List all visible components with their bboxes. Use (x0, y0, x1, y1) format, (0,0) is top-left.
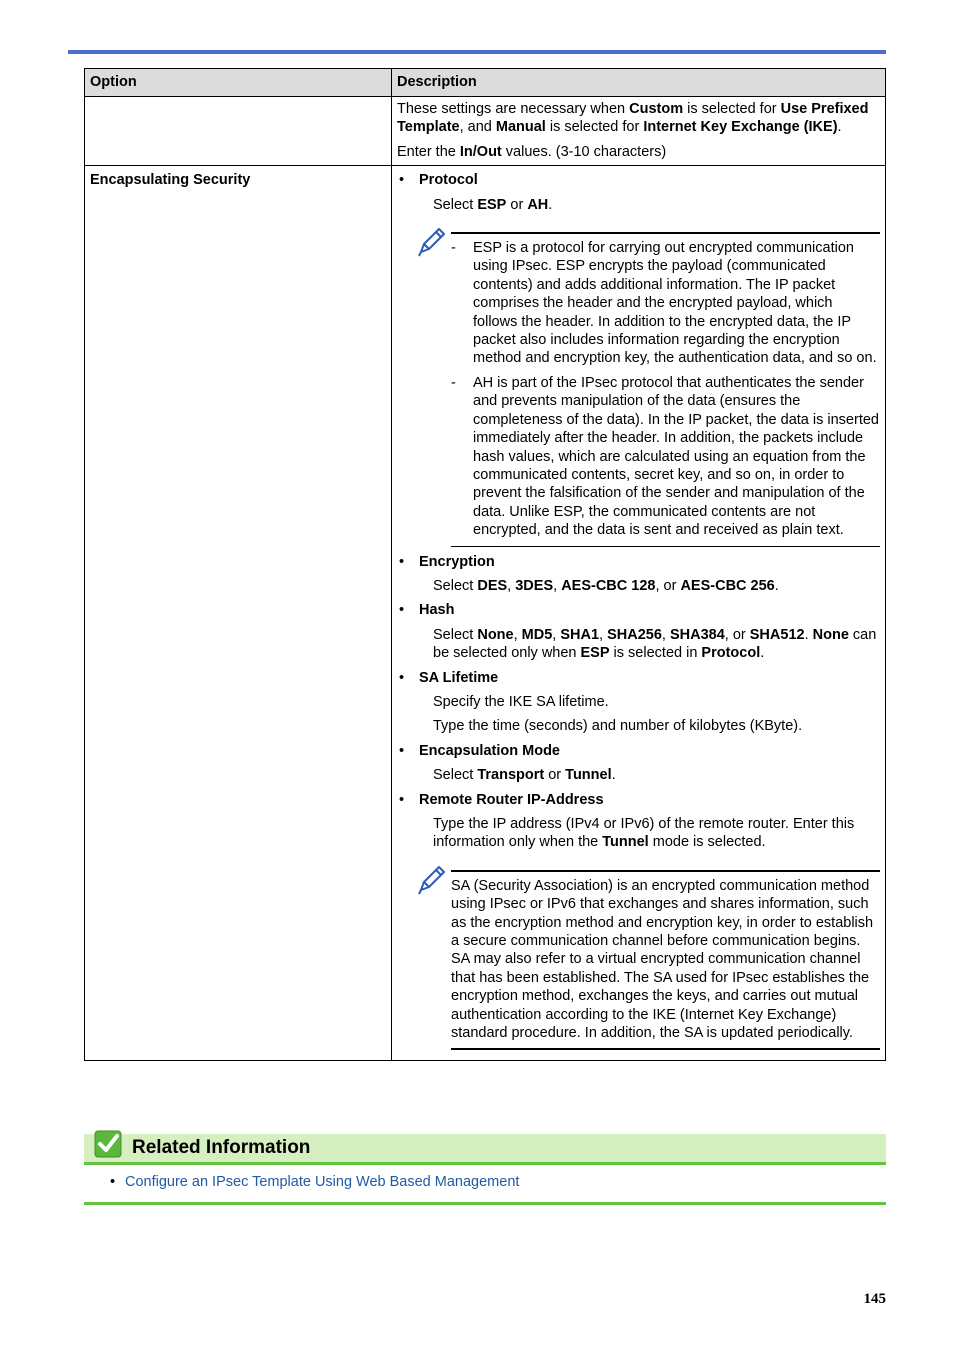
top-rule (68, 50, 886, 54)
sa-lifetime-text-2: Type the time (seconds) and number of kilobytes (KByte). (433, 718, 803, 735)
table-row (85, 97, 886, 166)
pencil-note-icon (415, 864, 447, 896)
protocol-note (451, 232, 880, 547)
ah-note: - AH is part of the IPsec protocol that authenticates the sender and prevents manipulation of the data (ensures the completeness of the data). In the IP packet, the data is inserted immediately after the header. In addition, the packets include hash values, which are calculated using an equation from the communicated contents, secret key, and so on, in order to prevent the falsification of the sender and manipulation of the data. Unlike ESP, the communicated contents are not encrypted, and the data is sent and received as plain text. (451, 374, 879, 539)
encryption-item: • Encryption (399, 553, 495, 570)
encapsulation-mode-item: • Encapsulation Mode (399, 742, 560, 759)
row1-paragraph-2: Enter the In/Out values. (3-10 characters) (397, 143, 667, 160)
related-information-header (84, 1134, 886, 1165)
row2-description (392, 166, 886, 1061)
table-row (85, 166, 886, 1061)
sa-lifetime-item: • SA Lifetime (399, 669, 499, 686)
header-description: Description (392, 69, 886, 97)
checkmark-icon (94, 1130, 122, 1158)
remote-router-text: Type the IP address (IPv4 or IPv6) of the remote router. Enter this information only when the Tunnel mode is selected. (433, 816, 855, 851)
row1-option (85, 97, 392, 166)
row1-paragraph-1: These settings are necessary when Custom is selected for Use Prefixed Template, and Manual is selected for Internet Key Exchange (IKE). (397, 101, 869, 136)
related-link[interactable]: Configure an IPsec Template Using Web Based Management (125, 1174, 520, 1190)
remote-router-item: • Remote Router IP-Address (399, 791, 604, 808)
related-information-title: Related Information (132, 1137, 311, 1158)
encryption-text: Select DES, 3DES, AES-CBC 128, or AES-CBC 256. (433, 577, 779, 594)
encapsulating-security-label: Encapsulating Security (90, 172, 251, 189)
page-number: 145 (863, 1291, 886, 1307)
header-option: Option (85, 69, 392, 97)
options-table (84, 68, 886, 1061)
table-header-row (85, 69, 886, 97)
row1-description (392, 97, 886, 166)
row2-option (85, 166, 392, 1061)
bottom-rule (84, 1202, 886, 1205)
sa-lifetime-text-1: Specify the IKE SA lifetime. (433, 693, 609, 710)
sa-note-text: SA (Security Association) is an encrypted communication method using IPsec or IPv6 that exchanges and shares information, such as the encryption method and encryption key, in order to establish a secure communication channel before communication begins. SA may also refer to a virtual encrypted communication channel that has been established. The SA used for IPsec establishes the encryption method, exchanges the keys, and carries out mutual authentication according to the IKE (Internet Key Exchange) standard procedure. In addition, the SA is updated periodically. (451, 877, 874, 1042)
hash-item: • Hash (399, 602, 455, 619)
pencil-note-icon (415, 226, 447, 258)
protocol-text: Select ESP or AH. (433, 196, 553, 213)
esp-note: - ESP is a protocol for carrying out encrypted communication using IPsec. ESP encrypts the payload (communicated contents) and adds additional information. The IP packet comprises the header and the encrypted payload, which follows the header. In addition to the encrypted data, the IP packet also includes information regarding the encryption method and encryption key, the authentication data, and so on. (451, 240, 877, 367)
sa-note (451, 870, 880, 1051)
hash-text: Select None, MD5, SHA1, SHA256, SHA384, or SHA512. None can be selected only when ESP is selected in Protocol. (433, 626, 877, 662)
protocol-item: • Protocol (399, 172, 478, 189)
encapsulation-mode-text: Select Transport or Tunnel. (433, 767, 616, 784)
